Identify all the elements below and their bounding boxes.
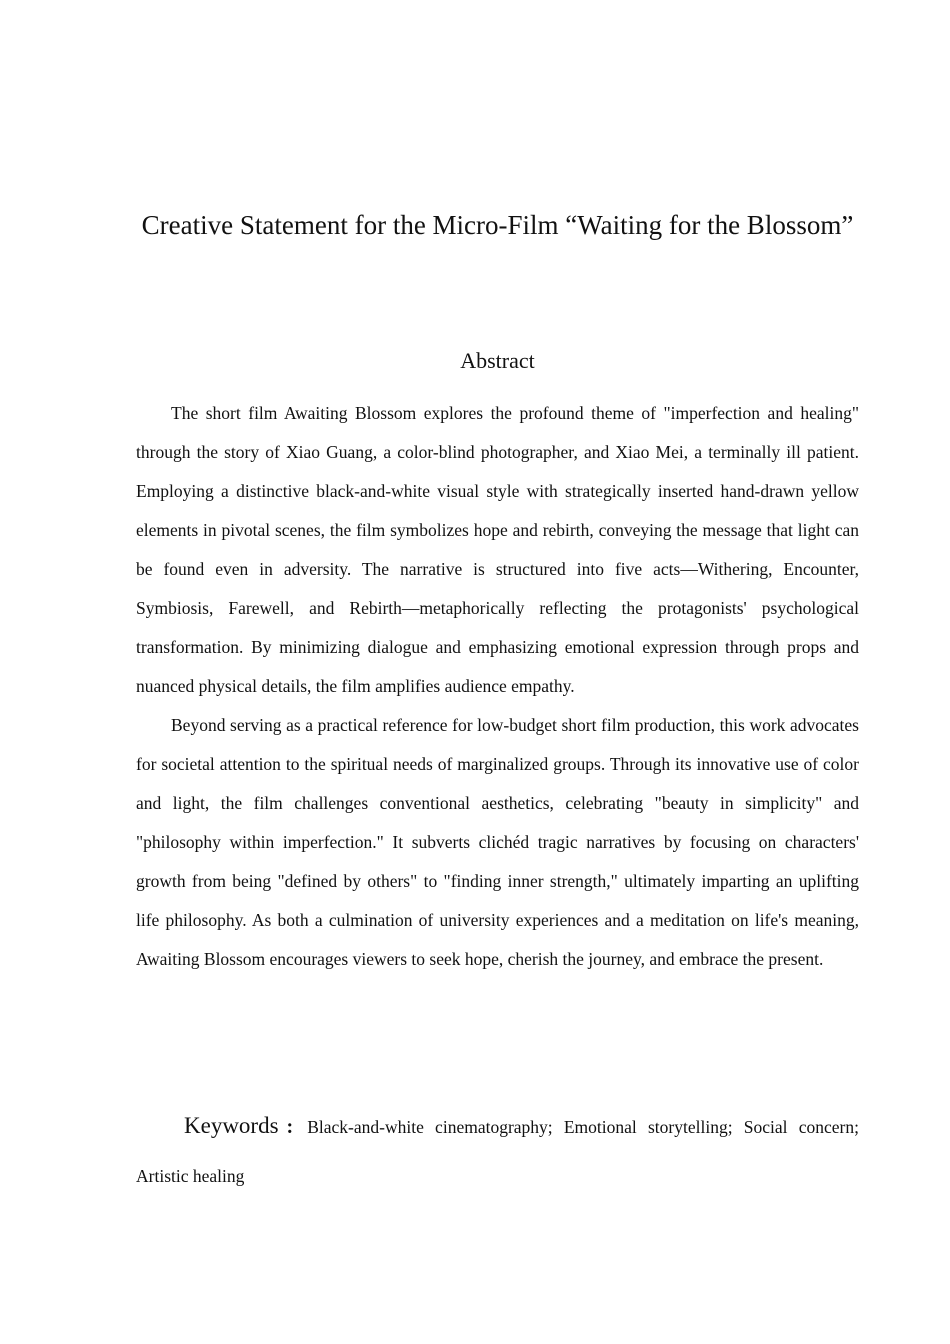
keywords-label: Keywords [184,1113,279,1138]
abstract-heading: Abstract [460,348,535,373]
abstract-paragraph-1: The short film Awaiting Blossom explores the profound theme of "imperfection and healing" through the story of Xiao Guang, a color-blind photographer, and Xiao Mei, a terminally ill patient. Employing a distinctive black-and-white visual style with strategically inserted hand-drawn yellow elements in pivotal scenes, the film symbolizes hope and rebirth, conveying the message that light can be found even in adversity. The narrative is structured into five acts—Withering, Encounter, Symbiosis, Farewell, and Rebirth—metaphorically reflecting the protagonists' psychological transformation. By minimizing dialogue and emphasizing emotional expression through props and nuanced physical details, the film amplifies audience empathy. [136,403,859,696]
abstract-paragraph-2: Beyond serving as a practical reference for low-budget short film production, this work advocates for societal attention to the spiritual needs of marginalized groups. Through its innovative use of color and light, the film challenges conventional aesthetics, celebrating "beauty in simplicity" and "philosophy within imperfection." It subverts clichéd tragic narratives by focusing on characters' growth from being "defined by others" to "finding inner strength," ultimately imparting an uplifting life philosophy. As both a culmination of university experiences and a meditation on life's meaning, Awaiting Blossom encourages viewers to seek hope, cherish the journey, and embrace the present. [136,715,859,969]
abstract-body [136,394,859,979]
keywords-colon: : [286,1116,294,1138]
keywords-line [136,1101,859,1201]
document-title: Creative Statement for the Micro-Film “Waiting for the Blossom” [141,210,854,240]
keywords-text: Black-and-white cinematography; Emotional storytelling; Social concern; Artistic healing [136,1117,859,1186]
